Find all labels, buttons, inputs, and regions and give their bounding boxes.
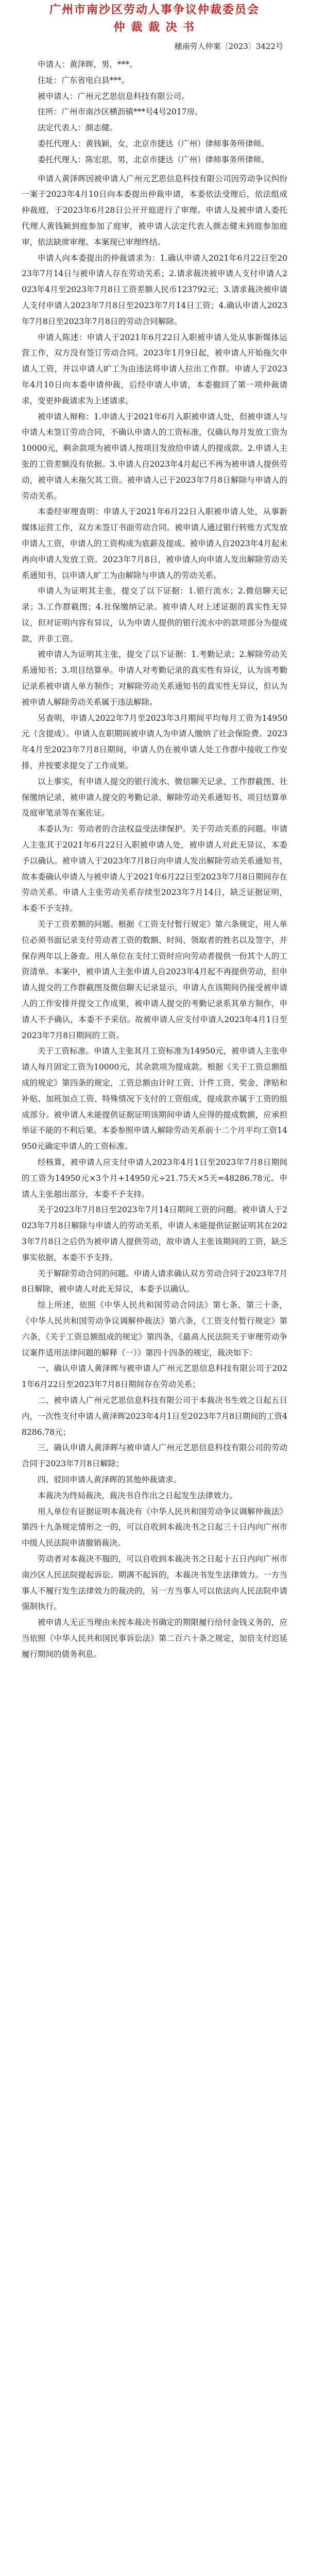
body-paragraph: 关于工资标准。申请人主张其月工资标准为14950元，被申请人主张申请人每月固定工资为10000元，其余款项为提成款。根据《关于工资总额组成的规定》第四条的规定，工资总额由计时工资、计件工资、奖金、津贴和补贴、加班加点工资、特殊情况下支付的工资组成，提成款亦属于工资的组成部分。被申请人未能提供证据证明该期间申请人应得的提成数额，应承担举证不能的不利后果。本委参照申请人解除劳动关系前十二个月平均工资14950元确定申请人的工资标准。 (22, 1046, 287, 1151)
body-paragraph: 被申请人辩称：1.申请人于2021年6月入职被申请人处，但被申请人与申请人未签订劳动合同，不确认申请人的工资标准，仅确认每月发放工资为10000元，剩余款项为被申请人按项目发放给申请人的提成款。2.申请人主张的工资差额没有依据。3.申请人自2023年4月起已不再为被申请人提供劳动，被申请人未拖欠其工资。被申请人已于2023年7月8日解除与申请人的劳动关系。 (22, 412, 287, 501)
party-line: 委托代理人：黄钱颖，女，北京市捷达（广州）律师事务所律师。 (38, 139, 269, 148)
party-line: 申请人：黄泽晖，男，***。 (38, 60, 138, 69)
party-line: 住址：广东省电白县***。 (38, 75, 130, 85)
ruling-item: 四、驳回申请人黄泽晖的其他仲裁请求。 (38, 1475, 182, 1484)
body-paragraph: 被申请人无正当理由未按本裁决书确定的期限履行给付金钱义务的，应当依照《中华人民共和国民事诉讼法》第二百六十条之规定，加倍支付迟延履行期间的债务利息。 (22, 1618, 287, 1659)
ruling-item: 一、确认申请人黄泽晖与被申请人广州元艺思信息科技有限公司于2021年6月22日至2023年7月8日期间存在劳动关系； (22, 1364, 287, 1389)
body-paragraph: 关于解除劳动合同的问题。申请人请求确认双方劳动合同于2023年7月8日解除，被申请人对此无异议，本委予以确认。 (22, 1268, 287, 1294)
ruling-item: 三、确认申请人黄泽晖与被申请人广州元艺思信息科技有限公司的劳动合同于2023年7月8日解除； (22, 1443, 287, 1469)
document-header (22, 0, 287, 36)
party-line: 法定代表人：颜志健。 (38, 123, 118, 133)
ruling-item: 二、被申请人广州元艺思信息科技有限公司于本裁决书生效之日起五日内，一次性支付申请人黄泽晖2023年4月1日至2023年7月8日期间的工资48286.78元； (22, 1395, 287, 1437)
document-type-title: 仲 裁 裁 决 书 (113, 21, 196, 34)
party-line: 住所：广州市南沙区横沥镇***号4号2017房。 (38, 107, 203, 117)
body-paragraph: 用人单位有证据证明本裁决有《中华人民共和国劳动争议调解仲裁法》第四十九条规定情形之一的，可以自收到本裁决书之日起三十日内向广州市中级人民法院申请撤销裁决。 (22, 1506, 287, 1548)
body-paragraph: 被申请人为证明其主张，提交了以下证据：1.考勤记录；2.解除劳动关系通知书；3.项目结算单。申请人对考勤记录的真实性有异议，认为该考勤记录系被申请人单方制作；对解除劳动关系通知书的真实性无异议，但认为被申请人解除劳动关系属于违法解除。 (22, 650, 287, 707)
issuing-authority-title: 广州市南沙区劳动人事争议仲裁委员会 (49, 3, 260, 16)
party-line: 被申请人：广州元艺思信息科技有限公司。 (38, 91, 190, 101)
body-section (22, 171, 287, 1663)
body-paragraph: 申请人陈述：申请人于2021年6月22日入职被申请人处从事新媒体运营工作，双方没有签订劳动合同。2023年1月9日起，被申请人开始拖欠申请人工资，并以申请人旷工为由违法将申请人拉出工作群。申请人于2023年4月10日向本委申请仲裁，后经申请人申请，本委撤回了第一项仲裁请求，变更仲裁请求为上述请求。 (22, 332, 287, 405)
body-paragraph: 经核算，被申请人应支付申请人2023年4月1日至2023年7月8日期间的工资为14950元×3个月+14950元÷21.75天×5天=48286.78元。申请人主张超出部分，本委不予支持。 (22, 1157, 287, 1199)
body-paragraph: 另查明，申请人2022年7月至2023年3月期间平均每月工资为14950元（含提成）。申请人在职期间被申请人为申请人缴纳了社会保险费。2023年4月至2023年7月8日期间，申请人仍在被申请人处工作群中接收工作安排，并按要求提交了工作成果。 (22, 713, 287, 771)
body-paragraph: 以上事实，有申请人提交的银行流水、微信聊天记录、工作群截图、社保缴纳记录，被申请人提交的考勤记录、解除劳动关系通知书、项目结算单及庭审笔录等在案佐证。 (22, 776, 287, 818)
body-paragraph: 本委经审理查明：申请人于2021年6月22日入职被申请人处，从事新媒体运营工作，双方未签订书面劳动合同。被申请人通过银行转账方式发放申请人工资，申请人的工资构成为底薪及提成。被申请人自2023年4月起未再向申请人发放工资。2023年7月8日，被申请人向申请人发出解除劳动关系通知书，以申请人旷工为由解除与申请人的劳动关系。 (22, 507, 287, 580)
body-paragraph: 本裁决为终局裁决，裁决书自作出之日起发生法律效力。 (38, 1490, 237, 1500)
case-number: 穗南劳人仲案〔2023〕3422号 (174, 42, 283, 51)
body-paragraph: 综上所述，依照《中华人民共和国劳动合同法》第七条、第三十条，《中华人民共和国劳动争议调解仲裁法》第六条，《工资支付暂行规定》第六条，《关于工资总额组成的规定》第四条，《最高人民法院关于审理劳动争议案件适用法律问题的解释（一）》第四十四条的规定，裁决如下： (22, 1300, 287, 1358)
body-paragraph: 关于工资差额的问题。根据《工资支付暂行规定》第六条规定，用人单位必须书面记录支付劳动者工资的数额、时间、领取者的姓名以及签字，并保存两年以上备查。用人单位在支付工资时应向劳动者提供一份其个人的工资清单。本案中，被申请人主张申请人自2023年4月起不再提供劳动，但申请人提交的工作群截图及微信聊天记录显示，申请人在该期间仍接受被申请人的工作安排并提交工作成果，被申请人提交的考勤记录系其单方制作，申请人不予确认，本委不予采信。故被申请人应支付申请人2023年4月1日至2023年7月8日期间的工资。 (22, 920, 287, 1040)
body-paragraph: 劳动者对本裁决不服的，可以自收到本裁决书之日起十五日内向广州市南沙区人民法院提起诉讼。期满不起诉的，本裁决书发生法律效力。一方当事人不履行发生法律效力的裁决的，另一方当事人可以依法向人民法院申请强制执行。 (22, 1554, 287, 1612)
body-paragraph: 申请人向本委提出的仲裁请求为：1.确认申请人2021年6月22日至2023年7月14日与被申请人存在劳动关系；2.请求裁决被申请人支付申请人2023年4月至2023年7月8日工资差额人民币123792元；3.请求裁决被申请人支付申请人2023年7月8日至2023年7月14日工资；4.确认申请人2023年7月8日至2023年7月8日的劳动合同解除。 (22, 253, 287, 326)
body-paragraph: 申请人黄泽晖因被申请人广州元艺思信息科技有限公司因劳动争议纠纷一案于2023年4月10日向本委提出仲裁申请，本委依法受理后，依法组成仲裁庭，于2023年6月28日公开开庭进行了审理。申请人及被申请人委托代理人黄钱颖到庭参加了庭审，被申请人法定代表人颜志健未到庭参加庭审，依法缺席审理。本案现已审理终结。 (22, 174, 287, 247)
body-paragraph: 关于2023年7月8日至2023年7月14日期间工资的问题。被申请人于2023年7月8日解除与申请人的劳动关系，申请人未能提供证据证明其在2023年7月8日之后仍为被申请人提供劳动，故申请人主张该期间的工资，缺乏事实依据，本委不予支持。 (22, 1205, 287, 1262)
party-line: 委托代理人：陈宏思，男，北京市捷达（广州）律师事务所律师。 (38, 155, 269, 164)
parties-section (22, 57, 287, 168)
body-paragraph: 申请人为证明其主张，提交了以下证据：1.银行流水；2.微信聊天记录；3.工作群截图；4.社保缴纳记录。被申请人对上述证据的真实性无异议，但对证明内容有异议，认为申请人提供的银行流水中的款项部分为提成款，并非工资。 (22, 586, 287, 643)
body-paragraph: 本委认为：劳动者的合法权益受法律保护。关于劳动关系的问题。申请人主张其于2021年6月22日入职被申请人处，被申请人对此无异议，本委予以确认。被申请人于2023年7月8日向申请人发出解除劳动关系通知书，故本委确认申请人与被申请人于2021年6月22日至2023年7月8日期间存在劳动关系。申请人主张劳动关系存续至2023年7月14日，缺乏证据证明，本委不予支持。 (22, 824, 287, 913)
